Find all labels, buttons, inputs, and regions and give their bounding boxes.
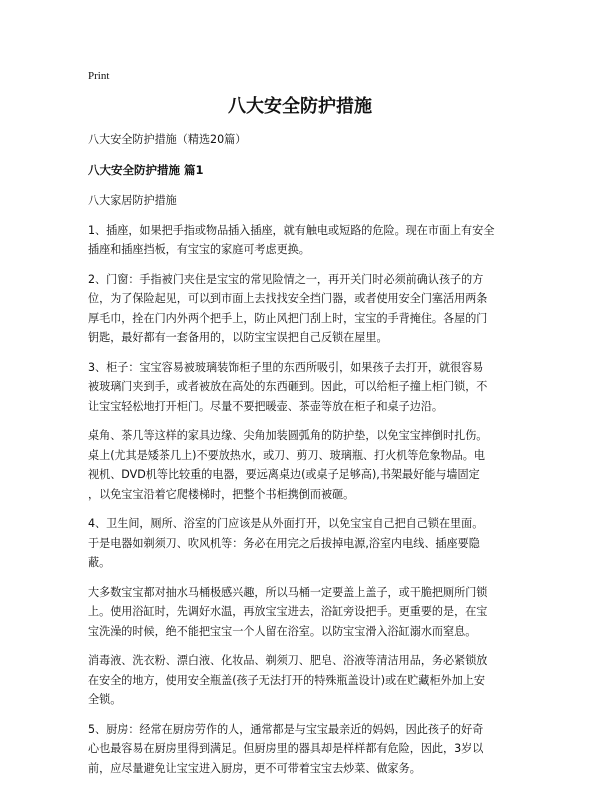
paragraph-line: 钥匙，最好都有一套备用的，以防宝宝误把自己反锁在屋里。 <box>88 331 388 344</box>
paragraph <box>88 358 514 417</box>
document-title: 八大安全防护措施 <box>228 96 372 117</box>
paragraph-line: 桌角、茶几等这样的家具边缘、尖角加装圆弧角的防护垫，以免宝宝摔倒时扎伤。 <box>88 429 488 442</box>
paragraph-line: ，以免宝宝沿着它爬楼梯时，把整个书柜携倒而被砸。 <box>88 487 355 501</box>
paragraph-line: 厚毛巾，拴在门内外两个把手上，防止风把门刮上时，宝宝的手背掩住。各屋的门 <box>88 311 488 325</box>
document-body <box>88 130 514 788</box>
paragraph-line: 位，为了保险起见，可以到市面上去找找安全挡门器，或者使用安全门塞活用两条 <box>88 292 488 305</box>
paragraph-line: 全锁。 <box>88 693 122 706</box>
paragraph-line: 3、柜子：宝宝容易被玻璃装饰柜子里的东西所吸引，如果孩子去打开，就很容易 <box>88 360 484 374</box>
paragraph-line: 八大家居防护措施 <box>88 194 177 207</box>
paragraph-line: 插座和插座挡板，有宝宝的家庭可考虑更换。 <box>88 243 310 256</box>
paragraph-line: 前，应尽量避免让宝宝进入厨房，更不可带着宝宝去炒菜、做家务。 <box>88 761 421 775</box>
paragraph <box>88 651 514 710</box>
paragraph-line: 视机、DVD机等比较重的电器，要远离桌边(或桌子足够高),书架最好能与墙固定 <box>88 468 480 481</box>
paragraph-line: 于是电器如剃须刀、吹风机等：务必在用完之后拔掉电源,浴室内电线、插座要隐 <box>88 536 480 550</box>
paragraph <box>88 514 514 573</box>
document-subtitle: 八大安全防护措施（精选20篇） <box>88 133 247 146</box>
paragraph <box>88 221 514 260</box>
paragraph <box>88 191 514 211</box>
paragraph <box>88 426 514 504</box>
paragraph-line: 1、插座，如果把手指或物品插入插座，就有触电或短路的危险。现在市面上有安全 <box>88 223 495 237</box>
paragraph-line: 蔽。 <box>88 556 111 569</box>
paragraph-line: 2、门窗：手指被门夹住是宝宝的常见险情之一，再开关门时必须前确认孩子的方 <box>88 272 484 286</box>
paragraph-line: 上。使用浴缸时，先调好水温，再放宝宝进去，浴缸旁设把手。更重要的是，在宝 <box>88 605 488 618</box>
paragraph <box>88 583 514 642</box>
section-heading: 八大安全防护措施 篇1 <box>88 162 204 177</box>
paragraph-line: 被玻璃门夹到手，或者被放在高处的东西砸到。因此，可以给柜子撞上柜门锁，不 <box>88 380 488 393</box>
paragraph <box>88 270 514 348</box>
paragraph-line: 宝洗澡的时候，绝不能把宝宝一个人留在浴室。以防宝宝滑入浴缸溺水而窒息。 <box>88 624 477 638</box>
paragraph-line: 消毒液、洗衣粉、漂白液、化妆品、剃须刀、肥皂、浴液等清洁用品，务必紧锁放 <box>88 654 488 667</box>
paragraph-line: 4、卫生间，厕所、浴室的门应该是从外面打开，以免宝宝自己把自己锁在里面。 <box>88 517 484 530</box>
paragraph-line: 让宝宝轻松地打开柜门。尽量不要把暖壶、茶壶等放在柜子和桌子边沿。 <box>88 399 444 413</box>
print-link[interactable]: Print <box>88 70 110 82</box>
paragraph-line: 桌上(尤其是矮茶几上)不要放热水，或刀、剪刀、玻璃瓶、打火机等危象物品。电 <box>88 448 485 462</box>
paragraph <box>88 720 514 779</box>
paragraph-line: 大多数宝宝都对抽水马桶极感兴趣，所以马桶一定要盖上盖子，或干脆把厕所门锁 <box>88 585 488 599</box>
paragraph-line: 在安全的地方，使用安全瓶盖(孩子无法打开的特殊瓶盖设计)或在贮藏柜外加上安 <box>88 673 485 687</box>
paragraph-line: 心也最容易在厨房里得到满足。但厨房里的器具却是样样都有危险，因此，3岁以 <box>88 742 484 755</box>
paragraph-line: 5、厨房：经常在厨房劳作的人，通常都是与宝宝最亲近的妈妈，因此孩子的好奇 <box>88 722 484 736</box>
